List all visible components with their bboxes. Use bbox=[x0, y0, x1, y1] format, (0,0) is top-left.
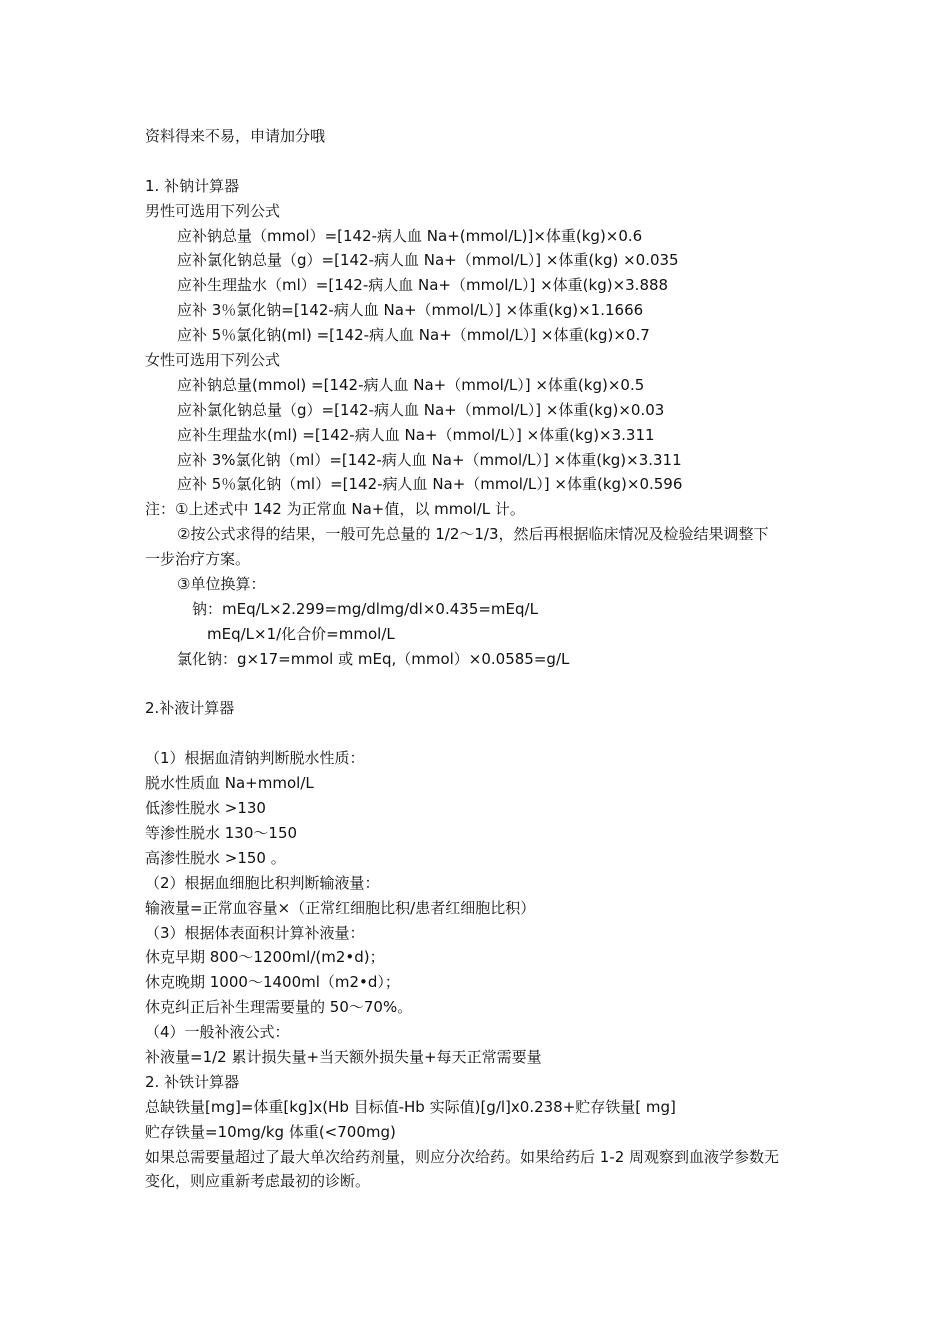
document-page bbox=[145, 124, 815, 1194]
subsection-4: （4）一般补液公式： bbox=[145, 1023, 290, 1042]
iron-formula-2: 贮存铁量=10mg/kg 体重(<700mg) bbox=[145, 1122, 396, 1141]
iron-advice: 如果总需要量超过了最大单次给药剂量，则应分次给药。如果给药后 1-2 周观察到血液学参数无 bbox=[145, 1147, 780, 1166]
subsection-2: （2）根据血细胞比积判断输液量： bbox=[145, 873, 380, 892]
male-formula: 应补生理盐水（ml）=[142-病人血 Na+（mmol/L）] ×体重(kg)×3.888 bbox=[177, 276, 669, 295]
section2-title: 2.补液计算器 bbox=[145, 699, 235, 718]
iron-advice-cont: 变化，则应重新考虑最初的诊断。 bbox=[145, 1172, 371, 1191]
general-formula: 补液量=1/2 累计损失量+当天额外损失量+每天正常需要量 bbox=[145, 1047, 542, 1066]
male-formula: 应补钠总量（mmol）=[142-病人血 Na+(mmol/L)]×体重(kg)×0.6 bbox=[177, 226, 643, 245]
bsa-row: 休克纠正后补生理需要量的 50～70%。 bbox=[145, 998, 413, 1017]
female-formula: 应补氯化钠总量（g）=[142-病人血 Na+（mmol/L）] ×体重(kg)×0.03 bbox=[177, 400, 665, 419]
conversion-valence: mEq/L×1/化合价=mmol/L bbox=[207, 624, 395, 643]
male-formula: 应补 3％氯化钠=[142-病人血 Na+（mmol/L）] ×体重(kg)×1.1666 bbox=[177, 301, 644, 320]
male-formula: 应补 5％氯化钠(ml) =[142-病人血 Na+（mmol/L）] ×体重(kg)×0.7 bbox=[177, 326, 650, 345]
dehydration-row: 低渗性脱水 >130 bbox=[145, 799, 266, 818]
hct-formula: 输液量=正常血容量×（正常红细胞比积/患者红细胞比积） bbox=[145, 898, 536, 917]
note-2-cont: 一步治疗方案。 bbox=[145, 550, 251, 569]
female-formula: 应补 3%氯化钠（ml）=[142-病人血 Na+（mmol/L）] ×体重(kg)×3.311 bbox=[177, 450, 682, 469]
iron-formula-1: 总缺铁量[mg]=体重[kg]x(Hb 目标值-Hb 实际值)[g/l]x0.238+贮存铁量[ mg] bbox=[145, 1097, 676, 1116]
male-formula: 应补氯化钠总量（g）=[142-病人血 Na+（mmol/L）] ×体重(kg) ×0.035 bbox=[177, 251, 679, 270]
spacer bbox=[145, 721, 815, 746]
bsa-row: 休克早期 800～1200ml/(m2•d)； bbox=[145, 948, 385, 967]
dehydration-row: 高渗性脱水 >150 。 bbox=[145, 848, 286, 867]
section1-title: 1. 补钠计算器 bbox=[145, 176, 240, 195]
spacer bbox=[145, 672, 815, 697]
intro-text: 资料得来不易，申请加分哦 bbox=[145, 127, 326, 145]
female-formula: 应补生理盐水(ml) =[142-病人血 Na+（mmol/L）] ×体重(kg)×3.311 bbox=[177, 425, 655, 444]
subsection-1: （1）根据血清钠判断脱水性质： bbox=[145, 749, 365, 768]
female-formula: 应补钠总量(mmol) =[142-病人血 Na+（mmol/L）] ×体重(kg)×0.5 bbox=[177, 375, 645, 394]
note-2: ②按公式求得的结果，一般可先总量的 1/2～1/3，然后再根据临床情况及检验结果调整下 bbox=[177, 525, 769, 544]
conversion-nacl: 氯化钠：g×17=mmol 或 mEq,（mmol）×0.0585=g/L bbox=[177, 649, 570, 668]
female-heading: 女性可选用下列公式 bbox=[145, 351, 281, 370]
spacer bbox=[145, 149, 815, 174]
note-1: 注：①上述式中 142 为正常血 Na+值，以 mmol/L 计。 bbox=[145, 500, 525, 519]
subsection-3: （3）根据体表面积计算补液量： bbox=[145, 923, 365, 942]
section3-title: 2. 补铁计算器 bbox=[145, 1072, 240, 1091]
bsa-row: 休克晚期 1000～1400ml（m2•d）； bbox=[145, 973, 400, 992]
dehydration-header: 脱水性质血 Na+mmol/L bbox=[145, 774, 314, 793]
conversion-sodium: 钠：mEq/L×2.299=mg/dlmg/dl×0.435=mEq/L bbox=[192, 599, 538, 618]
dehydration-row: 等渗性脱水 130～150 bbox=[145, 823, 298, 842]
male-heading: 男性可选用下列公式 bbox=[145, 201, 281, 220]
note-3: ③单位换算： bbox=[177, 575, 266, 594]
female-formula: 应补 5％氯化钠（ml）=[142-病人血 Na+（mmol/L）] ×体重(kg)×0.596 bbox=[177, 475, 683, 494]
